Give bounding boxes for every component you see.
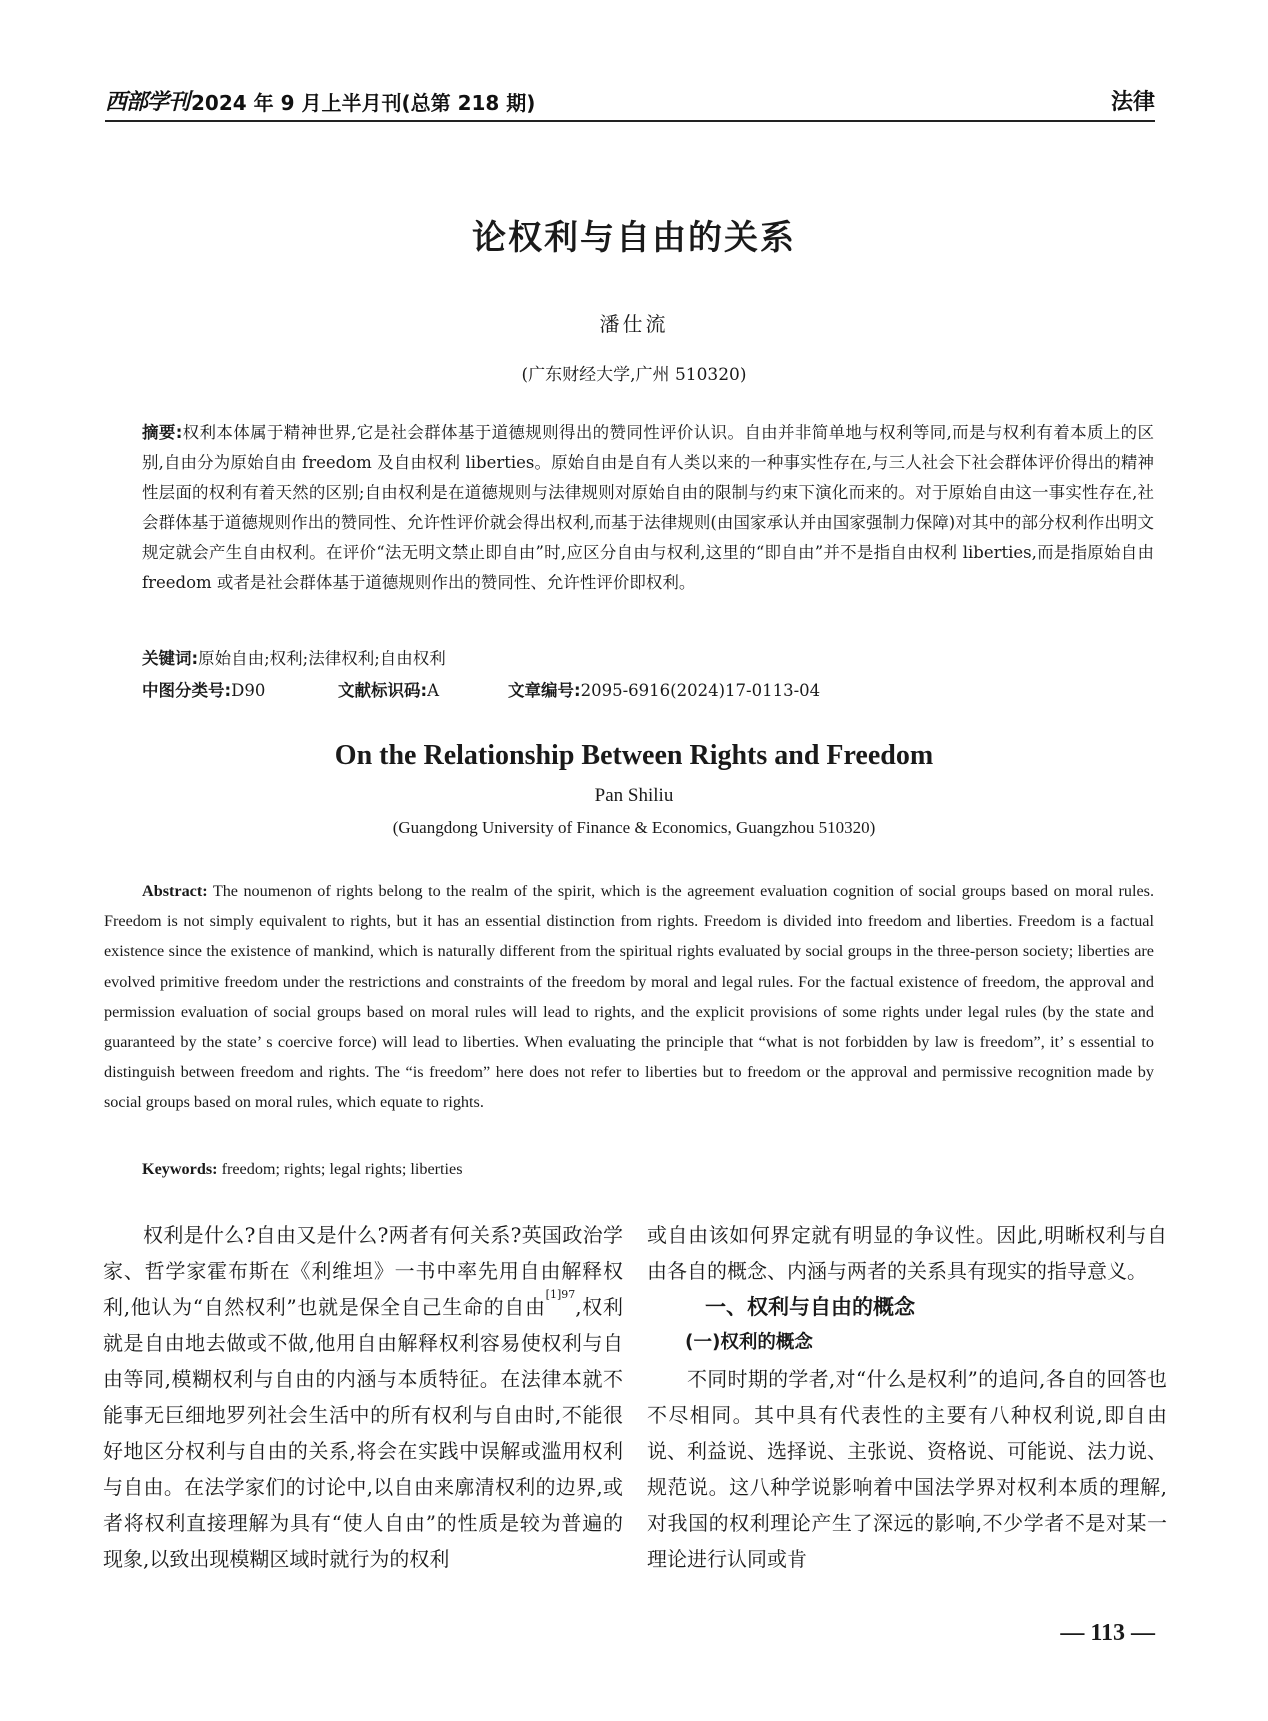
doc-code-label: 文献标识码: bbox=[338, 681, 428, 700]
keywords-cn-label: 关键词: bbox=[142, 649, 199, 668]
clc-number bbox=[142, 677, 338, 705]
subsection-heading: (一)权利的概念 bbox=[685, 1332, 813, 1353]
clc-label: 中图分类号: bbox=[142, 681, 232, 700]
header-left bbox=[105, 85, 535, 116]
body-paragraph: 不同时期的学者,对“什么是权利”的追问,各自的回答也不尽相同。其中具有代表性的主要有八种权利说,即自由说、利益说、选择说、主张说、资格说、可能说、法力说、规范说。这八种学说影响着中国法学界对权利本质的理解,对我国的权利理论产生了深远的影响,不少学者不是对某一理论进行认同或肯 bbox=[647, 1367, 1167, 1571]
doc-code-value: A bbox=[427, 681, 440, 700]
abstract-en-label: Abstract: bbox=[142, 882, 208, 900]
keywords-en-label: Keywords: bbox=[142, 1160, 218, 1178]
affiliation-cn: (广东财经大学,广州 510320) bbox=[521, 365, 747, 385]
keywords-cn bbox=[142, 645, 1154, 673]
issue-info: 2024 年 9 月上半月刊(总第 218 期) bbox=[191, 91, 536, 115]
article-title-cn: 论权利与自由的关系 bbox=[472, 218, 796, 258]
running-header bbox=[105, 88, 1155, 122]
abstract-cn-text: 权利本体属于精神世界,它是社会群体基于道德规则得出的赞同性评价认识。自由并非简单地与权利等同,而是与权利有着本质上的区别,自由分为原始自由 freedom 及自由权利 liberties。原始自由是自有人类以来的一种事实性存在,与三人社会下社会群体评价得出的精神性层面的权利有着天然的区别;自由权利是在道德规则与法律规则对原始自由的限制与约束下演化而来的。对于原始自由这一事实性存在,社会群体基于道德规则作出的赞同性、允许性评价就会得出权利,而基于法律规则(由国家承认并由国家强制力保障)对其中的部分权利作出明文规定就会产生自由权利。在评价“法无明文禁止即自由”时,应区分自由与权利,这里的“即自由”并不是指自由权利 liberties,而是指原始自由 freedom 或者是社会群体基于道德规则作出的赞同性、允许性评价即权利。 bbox=[142, 423, 1154, 592]
journal-logo: 西部学刊 bbox=[105, 89, 190, 115]
section-label: 法律 bbox=[1110, 90, 1155, 115]
keywords-cn-text: 原始自由;权利;法律权利;自由权利 bbox=[198, 649, 446, 668]
page-number: — 113 — bbox=[1060, 1620, 1155, 1646]
abstract-en-text: The noumenon of rights belong to the realm of the spirit, which is the agreement evaluation cognition of social groups based on moral rules. Freedom is not simply equivalent to rights, but it has an essential distinction from rights. Freedom is divided into freedom and liberties. Freedom is a factual existence since the existence of mankind, which is naturally different from the spiritual rights evaluated by social groups in the three-person society; liberties are evolved primitive freedom under the restrictions and constraints of the freedom by moral and legal rules. For the factual existence of freedom, the approval and permission evaluation of social groups based on moral rules will lead to rights, and the explicit provisions of some rights under legal rules (by the state and guaranteed by the state’ s coercive force) will lead to liberties. When evaluating the principle that “what is not forbidden by law is freedom”, it’ s essential to distinguish between freedom and rights. The “is freedom” here does not refer to liberties but to freedom or the approval and permissive recognition made by social groups based on moral rules, which equate to rights. bbox=[104, 882, 1154, 1112]
article-title-en: On the Relationship Between Rights and Freedom bbox=[334, 740, 934, 771]
clc-value: D90 bbox=[231, 681, 266, 700]
abstract-cn-label: 摘要: bbox=[142, 423, 183, 442]
keywords-en bbox=[142, 1155, 1154, 1183]
article-number-label: 文章编号: bbox=[508, 681, 581, 700]
article-number-value: 2095-6916(2024)17-0113-04 bbox=[580, 681, 821, 700]
paragraph-text: ,权利就是自由地去做或不做,他用自由解释权利容易使权利与自由等同,模糊权利与自由的内涵与本质特征。在法律本就不能事无巨细地罗列社会生活中的所有权利与自由时,不能很好地区分权利与自由的关系,将会在实践中误解或滥用权利与自由。在法学家们的讨论中,以自由来廓清权利的边界,或者将权利直接理解为具有“使人自由”的性质是较为普遍的现象,以致出现模糊区域时就行为的权利 bbox=[103, 1295, 624, 1571]
article-number bbox=[508, 677, 820, 705]
abstract-cn bbox=[142, 418, 1154, 598]
author-cn: 潘仕流 bbox=[599, 312, 669, 336]
author-en: Pan Shiliu bbox=[594, 785, 674, 806]
body-column-right bbox=[647, 1217, 1167, 1577]
paragraph-text: 权利是什么?自由又是什么?两者有何关系?英国政治学家、哲学家霍布斯在《利维坦》一书中率先用自由解释权利,他认为“自然权利”也就是保全自己生命的自由 bbox=[103, 1223, 623, 1319]
body-column-left bbox=[103, 1217, 623, 1577]
affiliation-en: (Guangdong University of Finance & Economics, Guangzhou 510320) bbox=[392, 818, 876, 837]
document-code bbox=[338, 677, 508, 705]
abstract-en bbox=[104, 876, 1154, 1118]
body-paragraph: 或自由该如何界定就有明显的争议性。因此,明晰权利与自由各自的概念、内涵与两者的关系具有现实的指导意义。 bbox=[647, 1223, 1167, 1283]
section-heading: 一、权利与自由的概念 bbox=[705, 1295, 915, 1319]
keywords-en-text: freedom; rights; legal rights; liberties bbox=[221, 1160, 463, 1178]
body-paragraph bbox=[103, 1217, 623, 1577]
classification-line bbox=[142, 677, 1154, 705]
citation: [1]97 bbox=[545, 1288, 576, 1301]
